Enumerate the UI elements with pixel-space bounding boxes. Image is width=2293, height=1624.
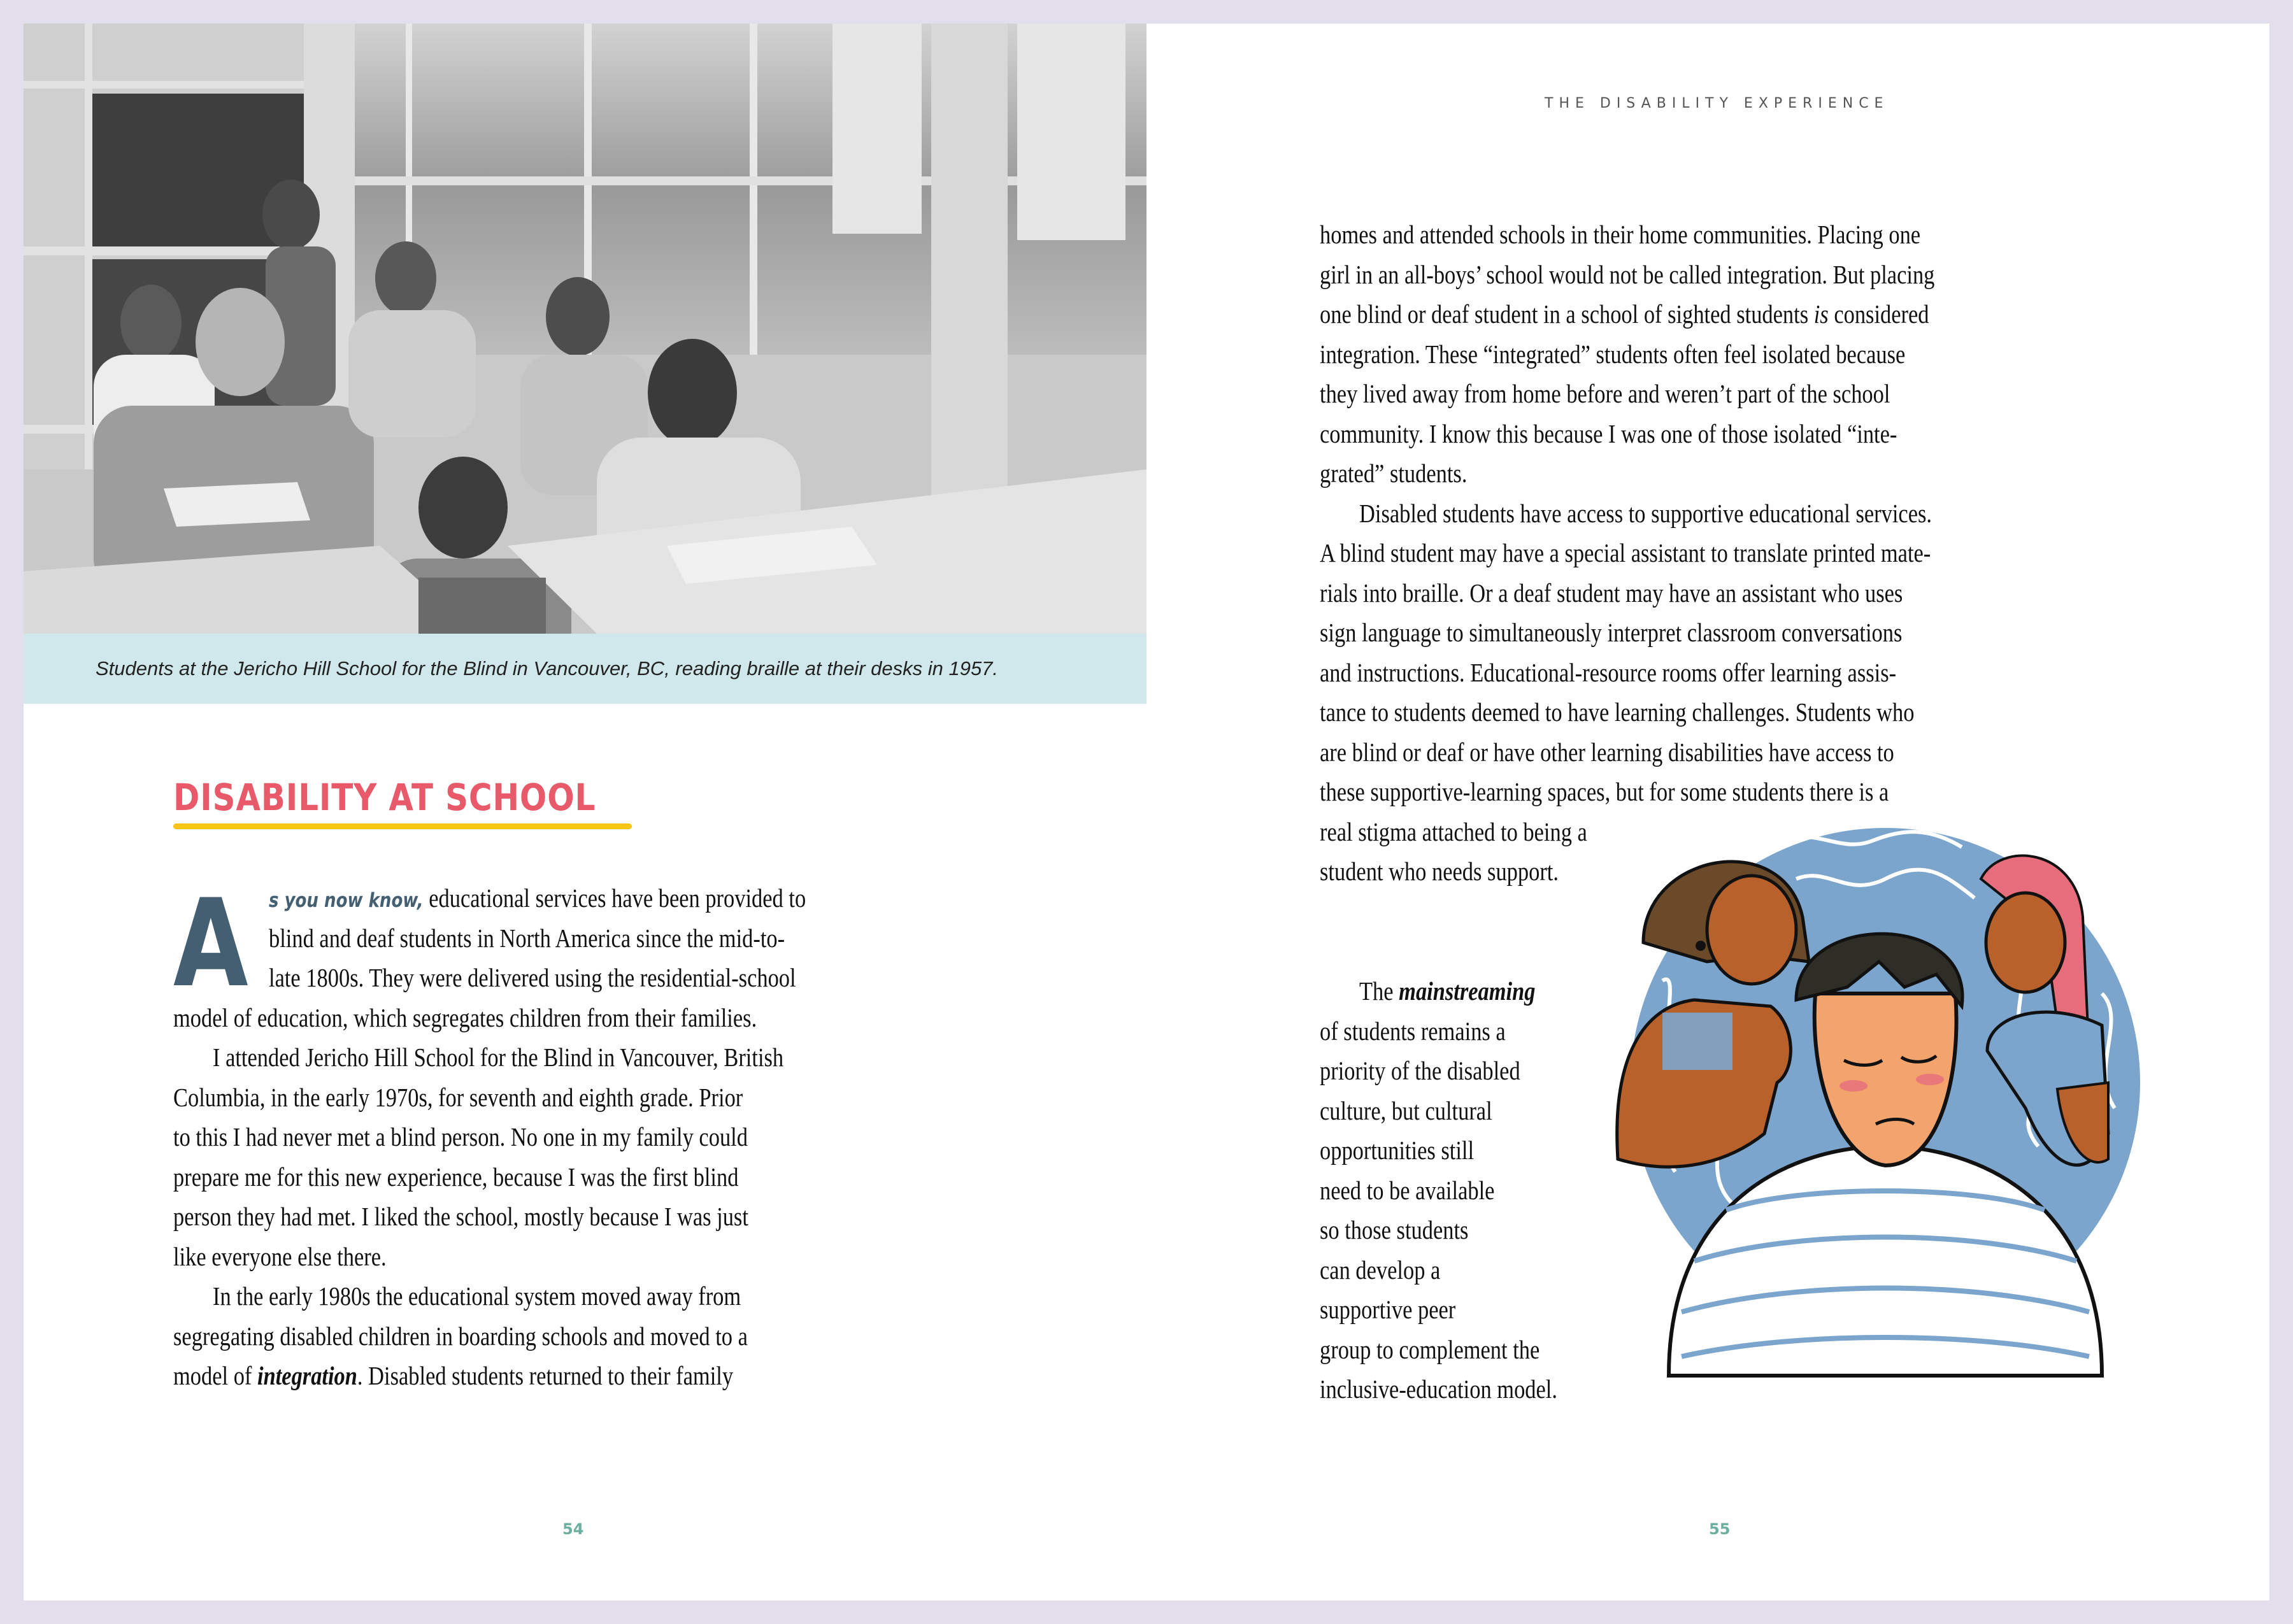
text-line: integration. These “integrated” students often feel isolated because (1320, 339, 1906, 369)
text-line: so those students (1320, 1215, 1469, 1244)
photo-caption-band (24, 634, 1146, 704)
text-line: real stigma attached to being a (1320, 816, 1587, 846)
text-line: inclusive-education model. (1320, 1374, 1557, 1404)
text-line: of students remains a (1320, 1016, 1506, 1046)
whispering-students-illustration (1605, 802, 2153, 1376)
text-line: culture, but cultural (1320, 1095, 1492, 1125)
text-line: In the early 1980s the educational system moved away from (213, 1281, 741, 1311)
text-line: these supportive-learning spaces, but for some students there is a (1320, 777, 1889, 806)
text-span: considered (1828, 299, 1929, 329)
section-heading: DISABILITY AT SCHOOL (173, 776, 596, 819)
text-line: Disabled students have access to supportive educational services. (1359, 498, 1932, 528)
text-line (1320, 294, 1929, 334)
lead-in: s you now know, (269, 889, 424, 912)
text-line: supportive peer (1320, 1295, 1456, 1324)
text-span: model of (173, 1361, 257, 1390)
running-head: THE DISABILITY EXPERIENCE (1545, 96, 1889, 111)
text-line: tance to students deemed to have learning challenges. Students who (1320, 697, 1915, 727)
text-line: late 1800s. They were delivered using the residential-school (269, 963, 796, 992)
right-page (1146, 24, 2269, 1600)
text-line: I attended Jericho Hill School for the Blind in Vancouver, British (213, 1043, 784, 1072)
text-line: sign language to simultaneously interpret classroom conversations (1320, 618, 1903, 647)
page-number-left: 54 (562, 1520, 584, 1538)
text-line: opportunities still (1320, 1136, 1475, 1165)
text-line: community. I know this because I was one of those isolated “inte- (1320, 418, 1897, 448)
text-line: like everyone else there. (173, 1241, 387, 1271)
text-line: grated” students. (1320, 459, 1468, 488)
photo-caption: Students at the Jericho Hill School for the Blind in Vancouver, BC, reading braille at their desks in 1957. (96, 657, 999, 680)
text-span: educational services have been provided to (423, 883, 806, 913)
text-line: homes and attended schools in their home communities. Placing one (1320, 220, 1921, 249)
page-number-right: 55 (1709, 1520, 1731, 1538)
text-line: person they had met. I liked the school, mostly because I was just (173, 1202, 748, 1231)
text-span: one blind or deaf student in a school of sighted students (1320, 299, 1814, 329)
illustration-icon (1605, 802, 2153, 1376)
text-line: to this I had never met a blind person. No one in my family could (173, 1122, 748, 1151)
text-line: and instructions. Educational-resource rooms offer learning assis- (1320, 657, 1897, 687)
text-line: are blind or deaf or have other learning disabilities have access to (1320, 737, 1894, 767)
text-line: girl in an all-boys’ school would not be called integration. But placing (1320, 259, 1935, 289)
text-line (1359, 971, 1536, 1011)
text-line: model of education, which segregates children from their families. (173, 1002, 757, 1032)
text-line: student who needs support. (1320, 857, 1559, 886)
text-line: segregating disabled children in boarding schools and moved to a (173, 1321, 748, 1351)
left-page (24, 24, 1146, 1600)
emphasis-integration: integration (257, 1361, 357, 1390)
heading-underline (173, 823, 632, 829)
text-line: can develop a (1320, 1255, 1441, 1285)
classroom-photo (24, 24, 1146, 634)
text-line: rials into braille. Or a deaf student may have an assistant who uses (1320, 578, 1903, 608)
drop-cap: A (173, 873, 248, 1014)
emphasis-mainstreaming: mainstreaming (1399, 976, 1536, 1006)
text-line: group to complement the (1320, 1334, 1540, 1364)
text-line: priority of the disabled (1320, 1056, 1520, 1085)
emphasis-is: is (1813, 299, 1829, 329)
text-line: need to be available (1320, 1175, 1495, 1205)
text-line (269, 878, 806, 918)
classroom-photo-icon (24, 24, 1146, 634)
text-line: prepare me for this new experience, because I was the first blind (173, 1162, 739, 1192)
text-line (173, 1356, 733, 1395)
left-body-text (173, 873, 974, 1400)
text-span: The (1359, 976, 1399, 1006)
text-line: Columbia, in the early 1970s, for seventh and eighth grade. Prior (173, 1082, 743, 1112)
book-spread (24, 24, 2269, 1600)
text-line: blind and deaf students in North America since the mid-to- (269, 923, 785, 953)
text-line: A blind student may have a special assistant to translate printed mate- (1320, 538, 1931, 567)
text-span: . Disabled students returned to their family (357, 1361, 734, 1390)
text-line: they lived away from home before and weren’t part of the school (1320, 379, 1890, 408)
